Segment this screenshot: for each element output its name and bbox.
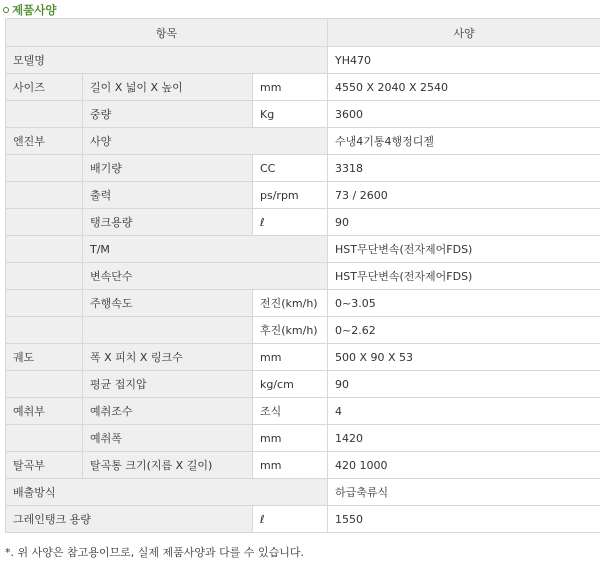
header-spec: 사양 [328, 19, 600, 47]
group-label [6, 371, 83, 398]
row-unit: mm [253, 344, 328, 371]
section-title [3, 2, 56, 18]
table-row [6, 263, 600, 290]
row-label: 평균 접지압 [83, 371, 253, 398]
group-label: 예취부 [6, 398, 83, 425]
group-label: 엔진부 [6, 128, 83, 155]
row-label: 폭 X 피치 X 링크수 [83, 344, 253, 371]
group-label [6, 101, 83, 128]
row-unit: 조식 [253, 398, 328, 425]
row-unit: mm [253, 74, 328, 101]
row-label: 주행속도 [83, 290, 253, 317]
row-value: 0~3.05 [328, 290, 600, 317]
table-row [6, 209, 600, 236]
row-value: 4 [328, 398, 600, 425]
table-row [6, 128, 600, 155]
footnote: *. 위 사양은 참고용이므로, 실제 제품사양과 다를 수 있습니다. [5, 546, 304, 559]
row-label: 모델명 [6, 47, 328, 74]
group-label [6, 317, 83, 344]
group-label [6, 236, 83, 263]
table-row [6, 101, 600, 128]
table-row [6, 452, 600, 479]
group-label [6, 290, 83, 317]
row-label [83, 317, 253, 344]
row-label: 예취폭 [83, 425, 253, 452]
row-label: 예취조수 [83, 398, 253, 425]
row-value: HST무단변속(전자제어FDS) [328, 236, 600, 263]
row-value: 73 / 2600 [328, 182, 600, 209]
table-row [6, 398, 600, 425]
row-value: 90 [328, 371, 600, 398]
row-unit: Kg [253, 101, 328, 128]
table-row [6, 155, 600, 182]
table-row [6, 506, 600, 533]
row-value: YH470 [328, 47, 600, 74]
group-label [6, 155, 83, 182]
row-value: 0~2.62 [328, 317, 600, 344]
group-label: 탈곡부 [6, 452, 83, 479]
row-value: 500 X 90 X 53 [328, 344, 600, 371]
row-value: 수냉4기통4행정디젤 [328, 128, 600, 155]
spec-table [5, 18, 600, 533]
row-unit: mm [253, 425, 328, 452]
group-label [6, 425, 83, 452]
table-row [6, 236, 600, 263]
row-label: 배기량 [83, 155, 253, 182]
row-label: 그레인탱크 용량 [6, 506, 253, 533]
table-row [6, 425, 600, 452]
row-unit: ps/rpm [253, 182, 328, 209]
row-value: 하급축류식 [328, 479, 600, 506]
row-value: HST무단변속(전자제어FDS) [328, 263, 600, 290]
row-value: 3318 [328, 155, 600, 182]
row-label: 사양 [83, 128, 328, 155]
row-value: 90 [328, 209, 600, 236]
row-value: 1420 [328, 425, 600, 452]
header-item: 항목 [6, 19, 328, 47]
row-label: 탈곡통 크기(지름 X 길이) [83, 452, 253, 479]
group-label [6, 182, 83, 209]
row-label: 변속단수 [83, 263, 328, 290]
row-value: 1550 [328, 506, 600, 533]
row-value: 3600 [328, 101, 600, 128]
row-unit: 후진(km/h) [253, 317, 328, 344]
table-row [6, 74, 600, 101]
section-title-text: 제품사양 [12, 3, 57, 17]
row-unit: 전진(km/h) [253, 290, 328, 317]
row-unit: CC [253, 155, 328, 182]
row-value: 420 1000 [328, 452, 600, 479]
table-row [6, 182, 600, 209]
circle-bullet-icon [3, 7, 9, 13]
row-value: 4550 X 2040 X 2540 [328, 74, 600, 101]
row-unit: ℓ [253, 506, 328, 533]
row-label: 탱크용량 [83, 209, 253, 236]
table-row [6, 479, 600, 506]
row-label: 출력 [83, 182, 253, 209]
group-label: 궤도 [6, 344, 83, 371]
row-unit: kg/cm [253, 371, 328, 398]
row-label: 중량 [83, 101, 253, 128]
row-label: 길이 X 넓이 X 높이 [83, 74, 253, 101]
table-row [6, 290, 600, 317]
group-label [6, 209, 83, 236]
header-row [6, 19, 600, 47]
table-row [6, 47, 600, 74]
row-unit: ℓ [253, 209, 328, 236]
row-label: T/M [83, 236, 328, 263]
group-label [6, 263, 83, 290]
row-label: 배출방식 [6, 479, 328, 506]
table-row [6, 344, 600, 371]
row-unit: mm [253, 452, 328, 479]
table-row [6, 317, 600, 344]
table-row [6, 371, 600, 398]
group-label: 사이즈 [6, 74, 83, 101]
